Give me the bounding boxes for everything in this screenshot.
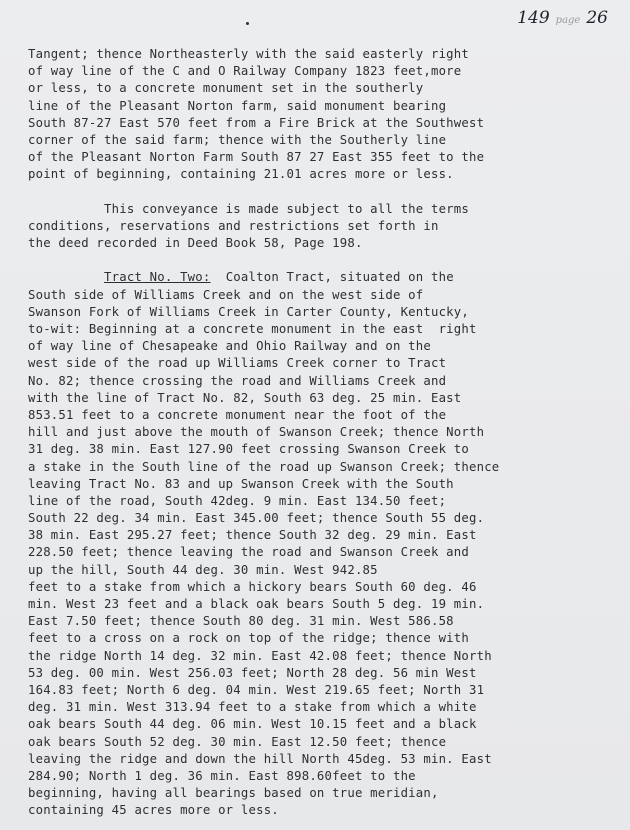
text-line: 853.51 feet to a concrete monument near the foot of the	[28, 407, 447, 422]
book-number: 149	[517, 8, 550, 28]
page-number: 26	[586, 8, 608, 28]
text-line: corner of the said farm; thence with the Southerly line	[28, 132, 447, 147]
text-line: No. 82; thence crossing the road and Williams Creek and	[28, 373, 447, 388]
text-line: feet to a stake from which a hickory bears South 60 deg. 46	[28, 579, 477, 594]
text-line: South side of Williams Creek and on the west side of	[28, 287, 424, 302]
text-line: South 22 deg. 34 min. East 345.00 feet; thence South 55 deg.	[28, 511, 485, 526]
page-label: page	[555, 15, 581, 26]
text-line: a stake in the South line of the road up Swanson Creek; thence	[28, 459, 500, 474]
text-line: leaving the ridge and down the hill North 45deg. 53 min. East	[28, 751, 492, 766]
deed-text	[28, 46, 618, 819]
indent	[28, 270, 104, 284]
text-line: deg. 31 min. West 313.94 feet to a stake from which a white	[28, 700, 477, 715]
paragraph-gap	[28, 252, 618, 269]
text-line: 228.50 feet; thence leaving the road and Swanson Creek and	[28, 545, 469, 560]
text-line: oak bears South 44 deg. 06 min. West 10.15 feet and a black	[28, 717, 477, 732]
text-line: This conveyance is made subject to all the terms	[28, 201, 469, 216]
text-line: 284.90; North 1 deg. 36 min. East 898.60feet to the	[28, 768, 416, 783]
text-line: line of the road, South 42deg. 9 min. East 134.50 feet;	[28, 493, 447, 508]
text-line: feet to a cross on a rock on top of the ridge; thence with	[28, 631, 469, 646]
text-line: the ridge North 14 deg. 32 min. East 42.08 feet; thence North	[28, 648, 492, 663]
book-page-reference	[517, 8, 608, 28]
text-line: conditions, reservations and restrictions set forth in	[28, 218, 439, 233]
text-line: 31 deg. 38 min. East 127.90 feet crossing Swanson Creek to	[28, 442, 469, 457]
text-line: South 87-27 East 570 feet from a Fire Brick at the Southwest	[28, 115, 485, 130]
text-line: line of the Pleasant Norton farm, said monument bearing	[28, 98, 447, 113]
text-line: Swanson Fork of Williams Creek in Carter County, Kentucky,	[28, 304, 469, 319]
text-line: or less, to a concrete monument set in the southerly	[28, 81, 424, 96]
text-line: of way line of Chesapeake and Ohio Railway and on the	[28, 339, 431, 354]
text-line: to-wit: Beginning at a concrete monument in the east right	[28, 322, 477, 336]
paragraph-2	[28, 201, 618, 253]
text-line: west side of the road up Williams Creek corner to Tract	[28, 356, 447, 371]
text-line: of way line of the C and O Railway Company 1823 feet,more	[28, 64, 462, 79]
text-segment: Coalton Tract, situated on the	[210, 270, 454, 285]
tract-heading: Tract No. Two:	[104, 270, 211, 285]
tract-heading-line	[28, 269, 618, 286]
text-line: leaving Tract No. 83 and up Swanson Creek with the South	[28, 476, 454, 491]
text-line: the deed recorded in Deed Book 58, Page 198.	[28, 236, 363, 251]
text-line: oak bears South 52 deg. 30 min. East 12.50 feet; thence	[28, 734, 447, 749]
text-line: 164.83 feet; North 6 deg. 04 min. West 219.65 feet; North 31	[28, 682, 485, 697]
paragraph-gap	[28, 184, 618, 201]
text-line: East 7.50 feet; thence South 80 deg. 31 min. West 586.58	[28, 614, 454, 629]
text-line: 38 min. East 295.27 feet; thence South 32 deg. 29 min. East	[28, 528, 477, 543]
text-line: of the Pleasant Norton Farm South 87 27 East 355 feet to the	[28, 150, 485, 165]
text-line: with the line of Tract No. 82, South 63 deg. 25 min. East	[28, 390, 462, 405]
text-line: min. West 23 feet and a black oak bears South 5 deg. 19 min.	[28, 597, 485, 611]
paragraph-1	[28, 46, 618, 184]
text-line: point of beginning, containing 21.01 acres more or less.	[28, 167, 454, 182]
text-line: Tangent; thence Northeasterly with the said easterly right	[28, 47, 469, 61]
text-line: containing 45 acres more or less.	[28, 803, 279, 818]
ink-dot	[246, 22, 249, 25]
text-line: beginning, having all bearings based on true meridian,	[28, 786, 439, 801]
text-line: up the hill, South 44 deg. 30 min. West 942.85	[28, 562, 378, 577]
paragraph-3	[28, 269, 618, 819]
text-line: hill and just above the mouth of Swanson Creek; thence North	[28, 425, 485, 440]
text-line: 53 deg. 00 min. West 256.03 feet; North 28 deg. 56 min West	[28, 665, 477, 680]
